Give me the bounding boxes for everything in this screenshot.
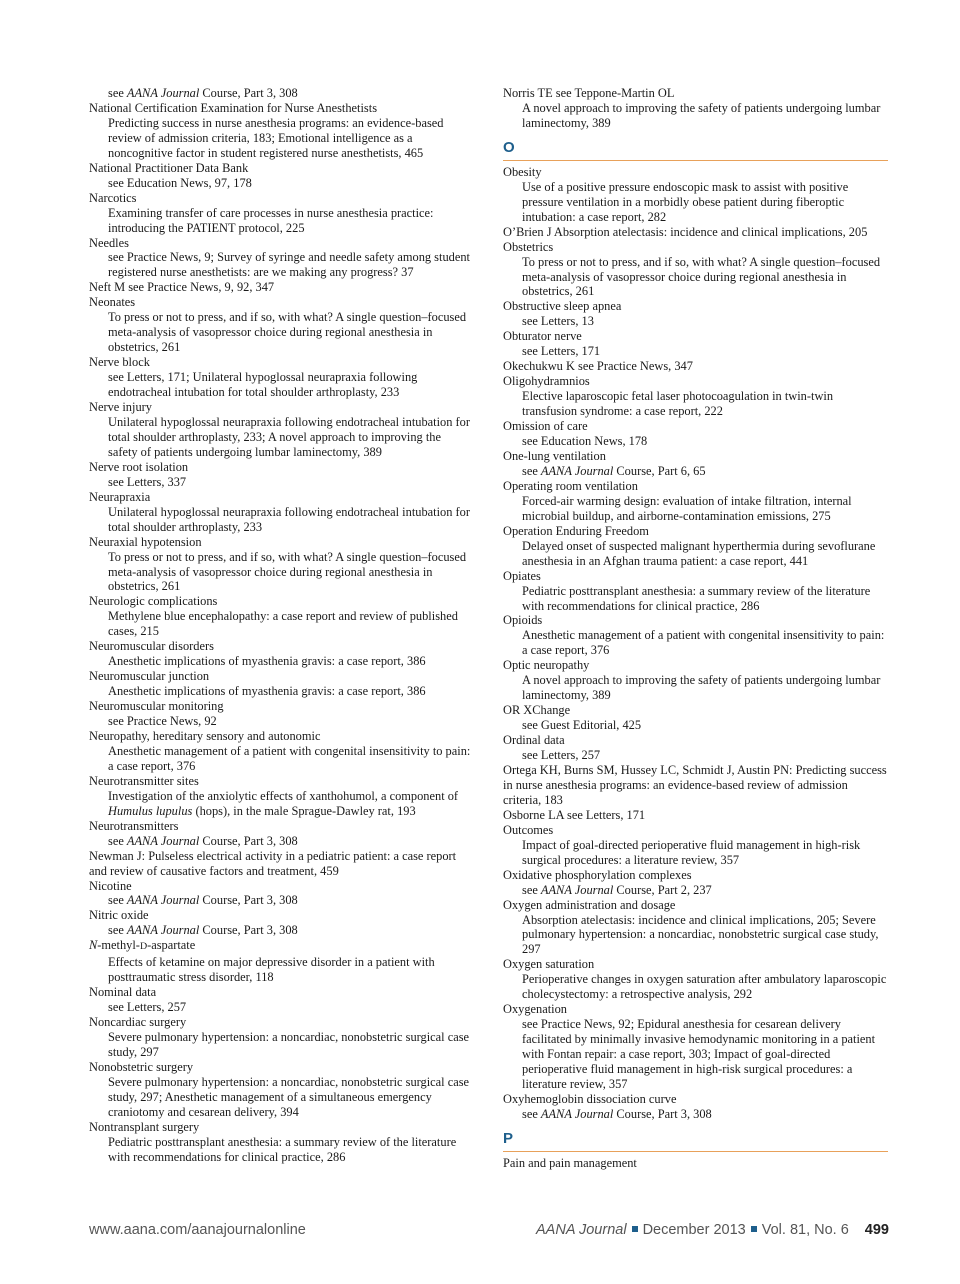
index-subentry: Elective laparoscopic fetal laser photocoagulation in twin-twin transfusion syndrome: a case report, 222 bbox=[522, 389, 834, 419]
index-term: Oxyhemoglobin dissociation curve bbox=[503, 1091, 677, 1106]
index-entry bbox=[503, 569, 888, 614]
index-term: Nerve injury bbox=[89, 400, 152, 415]
index-subentry: see AANA Journal Course, Part 3, 308 bbox=[108, 893, 298, 908]
index-term: OR XChange bbox=[503, 703, 571, 718]
index-term: Neurotransmitter sites bbox=[89, 773, 199, 788]
right-column bbox=[503, 86, 888, 1171]
index-term: Neonates bbox=[89, 295, 136, 310]
index-subentry: Severe pulmonary hypertension: a noncardiac, nonobstetric surgical case study, 297; Anesthetic management of a simultaneous emergency craniotomy and cesarean delivery, 394 bbox=[108, 1074, 470, 1119]
index-subentry: see Letters, 171 bbox=[522, 344, 601, 359]
index-term: Okechukwu K see Practice News, 347 bbox=[503, 359, 693, 374]
index-term: Needles bbox=[89, 235, 129, 250]
index-term: Ordinal data bbox=[503, 733, 565, 748]
index-entry bbox=[503, 763, 888, 808]
index-term: Nontransplant surgery bbox=[89, 1119, 200, 1134]
page-footer bbox=[89, 1222, 889, 1242]
index-subentry: Pediatric posttransplant anesthesia: a summary review of the literature with recommendations for clinical practice, 286 bbox=[108, 1134, 457, 1164]
index-subentry: see Letters, 171; Unilateral hypoglossal neurapraxia following endotracheal intubation for total shoulder arthroplasty, 233 bbox=[108, 370, 418, 400]
index-term: Opiates bbox=[503, 568, 541, 583]
section-heading-p: P bbox=[503, 1122, 888, 1152]
separator-square-icon bbox=[751, 1226, 757, 1232]
index-entry bbox=[503, 613, 888, 658]
index-entry bbox=[89, 161, 473, 191]
index-subentry: see Practice News, 9; Survey of syringe and needle safety among student registered nurse anesthetists: are we making any progress? 37 bbox=[108, 250, 470, 280]
index-subentry: To press or not to press, and if so, with what? A single question–focused meta-analysis of vasopressor choice during regional anesthesia in obstetrics, 261 bbox=[108, 310, 467, 355]
index-entry bbox=[89, 729, 473, 774]
index-entry bbox=[89, 908, 473, 938]
index-subentry: Use of a positive pressure endoscopic mask to assist with positive pressure ventilation in a morbidly obese patient during fiberoptic intubation: a case report, 282 bbox=[522, 179, 849, 224]
index-subentry: Methylene blue encephalopathy: a case report and review of published cases, 215 bbox=[108, 609, 458, 639]
index-term: Neuromuscular disorders bbox=[89, 639, 214, 654]
index-entry bbox=[503, 299, 888, 329]
index-term: Newman J: Pulseless electrical activity in a pediatric patient: a case report and review of causative factors and treatment, 459 bbox=[89, 848, 457, 878]
index-term: Omission of care bbox=[503, 419, 588, 434]
index-entry bbox=[503, 957, 888, 1002]
index-subentry: see Letters, 257 bbox=[108, 1000, 187, 1015]
index-term: Pain and pain management bbox=[503, 1155, 637, 1170]
index-entry bbox=[89, 295, 473, 355]
index-subentry: see Letters, 337 bbox=[108, 474, 187, 489]
index-term: Neuromuscular junction bbox=[89, 669, 210, 684]
index-entry bbox=[89, 669, 473, 699]
index-term: Optic neuropathy bbox=[503, 658, 590, 673]
index-subentry: see Education News, 97, 178 bbox=[108, 175, 252, 190]
index-subentry: Severe pulmonary hypertension: a noncardiac, nonobstetric surgical case study, 297 bbox=[108, 1030, 470, 1059]
index-term: Oxygen administration and dosage bbox=[503, 897, 676, 912]
index-term: Operation Enduring Freedom bbox=[503, 523, 649, 538]
index-subentry: To press or not to press, and if so, with what? A single question–focused meta-analysis of vasopressor choice during regional anesthesia in obstetrics, 261 bbox=[522, 254, 881, 299]
index-subentry: Unilateral hypoglossal neurapraxia following endotracheal intubation for total shoulder arthroplasty, 233; A novel approach to improving the safety of patients undergoing lumbar laminectomy, 389 bbox=[108, 414, 470, 459]
index-entry bbox=[503, 733, 888, 763]
index-term: Obesity bbox=[503, 164, 542, 179]
index-subentry: Unilateral hypoglossal neurapraxia following endotracheal intubation for total shoulder arthroplasty, 233 bbox=[108, 504, 470, 534]
index-entry bbox=[89, 1015, 473, 1060]
index-entry bbox=[89, 774, 473, 819]
index-entry bbox=[89, 191, 473, 236]
index-subentry: see AANA Journal Course, Part 6, 65 bbox=[522, 463, 706, 478]
index-term: Neuropathy, hereditary sensory and autonomic bbox=[89, 728, 321, 743]
index-term: Nicotine bbox=[89, 878, 132, 893]
index-entry bbox=[503, 225, 888, 240]
index-subentry: see Practice News, 92; Epidural anesthesia for cesarean delivery facilitated by minimally invasive hemodynamic monitoring in a patient with Fontan repair: a case report, 303; Impact of goal-directed perioperative fluid management in high-risk surgical procedures: a literature review, 357 bbox=[522, 1017, 876, 1091]
index-subentry: Effects of ketamine on major depressive disorder in a patient with posttraumatic stress disorder, 118 bbox=[108, 955, 435, 985]
index-term: Obturator nerve bbox=[503, 329, 582, 344]
page-number: 499 bbox=[864, 1222, 889, 1238]
index-term: Narcotics bbox=[89, 190, 137, 205]
index-term: Oligohydramnios bbox=[503, 374, 590, 389]
index-term: Nitric oxide bbox=[89, 908, 149, 923]
index-entry bbox=[89, 355, 473, 400]
index-term: Neurotransmitters bbox=[89, 818, 179, 833]
right-top-entries bbox=[503, 86, 888, 131]
index-entry bbox=[89, 639, 473, 669]
index-entry bbox=[503, 823, 888, 868]
index-term: Norris TE see Teppone-Martin OL bbox=[503, 86, 675, 100]
index-entry bbox=[89, 985, 473, 1015]
index-subentry: Absorption atelectasis: incidence and clinical implications, 205; Severe pulmonary hypertension: a noncardiac, nonobstetric surgical case study, 297 bbox=[522, 912, 879, 957]
index-term: Operating room ventilation bbox=[503, 478, 638, 493]
footer-url[interactable]: www.aana.com/aanajournalonline bbox=[89, 1222, 306, 1238]
index-entry bbox=[503, 898, 888, 958]
index-entry bbox=[89, 460, 473, 490]
index-subentry: Investigation of the anxiolytic effects of xanthohumol, a component of Humulus lupulus (hops), in the male Sprague-Dawley rat, 193 bbox=[108, 788, 459, 818]
index-entry bbox=[503, 165, 888, 225]
index-entry bbox=[89, 1120, 473, 1165]
index-entry bbox=[89, 101, 473, 161]
index-term: Obstetrics bbox=[503, 239, 554, 254]
footer-journal-name: AANA Journal bbox=[536, 1222, 627, 1238]
index-subentry: see AANA Journal Course, Part 2, 237 bbox=[522, 882, 712, 897]
index-term: Neurologic complications bbox=[89, 594, 218, 609]
section-o-entries bbox=[503, 165, 888, 1122]
index-subentry: Anesthetic management of a patient with congenital insensitivity to pain: a case report, 376 bbox=[108, 743, 471, 773]
index-entry bbox=[503, 86, 888, 131]
index-entry bbox=[89, 938, 473, 985]
index-entry bbox=[503, 868, 888, 898]
index-entry bbox=[503, 1092, 888, 1122]
index-subentry: see AANA Journal Course, Part 3, 308 bbox=[108, 923, 298, 938]
index-entry bbox=[503, 359, 888, 374]
footer-citation bbox=[536, 1222, 889, 1238]
index-entry bbox=[89, 490, 473, 535]
index-term: Nonobstetric surgery bbox=[89, 1059, 194, 1074]
index-term: N-methyl-D-aspartate bbox=[89, 938, 196, 953]
index-subentry: see Guest Editorial, 425 bbox=[522, 718, 642, 733]
separator-square-icon bbox=[632, 1226, 638, 1232]
index-term: Outcomes bbox=[503, 822, 554, 837]
index-entry bbox=[503, 449, 888, 479]
index-term: Osborne LA see Letters, 171 bbox=[503, 807, 646, 822]
index-term: Nominal data bbox=[89, 985, 157, 1000]
footer-date: December 2013 bbox=[642, 1222, 746, 1238]
index-entry bbox=[89, 535, 473, 595]
index-term: Ortega KH, Burns SM, Hussey LC, Schmidt J, Austin PN: Predicting success in nurse anesthesia programs: an evidence-based review of admission criteria, 183 bbox=[503, 762, 887, 807]
index-term: Oxygen saturation bbox=[503, 957, 595, 972]
index-entry bbox=[89, 280, 473, 295]
index-term: Noncardiac surgery bbox=[89, 1015, 187, 1030]
index-entry bbox=[89, 86, 473, 101]
index-entry bbox=[503, 419, 888, 449]
index-entry bbox=[503, 329, 888, 359]
index-entry bbox=[89, 236, 473, 281]
index-entry bbox=[89, 819, 473, 849]
index-subentry: A novel approach to improving the safety of patients undergoing lumbar laminectomy, 389 bbox=[522, 673, 881, 703]
index-entry bbox=[503, 808, 888, 823]
index-subentry: Anesthetic implications of myasthenia gravis: a case report, 386 bbox=[108, 654, 426, 669]
index-entry bbox=[89, 1060, 473, 1120]
index-subentry: Predicting success in nurse anesthesia programs: an evidence-based review of admission criteria, 183; Emotional intelligence as a noncognitive factor in student registered nurse anesthetists, 465 bbox=[108, 115, 444, 160]
index-subentry: To press or not to press, and if so, with what? A single question–focused meta-analysis of vasopressor choice during regional anesthesia in obstetrics, 261 bbox=[108, 549, 467, 594]
index-subentry: see Practice News, 92 bbox=[108, 714, 217, 729]
index-subentry: Anesthetic implications of myasthenia gravis: a case report, 386 bbox=[108, 684, 426, 699]
index-term: National Certification Examination for Nurse Anesthetists bbox=[89, 100, 378, 115]
index-entry bbox=[89, 594, 473, 639]
index-term: Oxidative phosphorylation complexes bbox=[503, 867, 692, 882]
index-term: O’Brien J Absorption atelectasis: incidence and clinical implications, 205 bbox=[503, 224, 868, 239]
index-subentry: see AANA Journal Course, Part 3, 308 bbox=[522, 1106, 712, 1121]
index-term: Neuraxial hypotension bbox=[89, 534, 202, 549]
index-subentry: see AANA Journal Course, Part 3, 308 bbox=[108, 86, 298, 100]
index-term: Neft M see Practice News, 9, 92, 347 bbox=[89, 280, 275, 295]
index-entry bbox=[503, 524, 888, 569]
index-subentry: Perioperative changes in oxygen saturation after ambulatory laparoscopic cholecystectomy: a retrospective analysis, 292 bbox=[522, 972, 887, 1002]
footer-volume: Vol. 81, No. 6 bbox=[761, 1222, 849, 1238]
index-term: Neuromuscular monitoring bbox=[89, 699, 224, 714]
index-entry bbox=[503, 703, 888, 733]
index-subentry: A novel approach to improving the safety of patients undergoing lumbar laminectomy, 389 bbox=[522, 100, 881, 130]
index-subentry: Forced-air warming design: evaluation of intake filtration, internal microbial buildup, and airborne-contamination emissions, 275 bbox=[522, 493, 852, 523]
index-term: Opioids bbox=[503, 613, 543, 628]
index-term: Neurapraxia bbox=[89, 489, 151, 504]
index-entry bbox=[89, 849, 473, 879]
section-p-entries bbox=[503, 1156, 888, 1171]
section-heading-o: O bbox=[503, 131, 888, 161]
index-entry bbox=[503, 1002, 888, 1092]
index-entry bbox=[503, 1156, 888, 1171]
index-term: Nerve root isolation bbox=[89, 459, 189, 474]
index-term: Obstructive sleep apnea bbox=[503, 299, 622, 314]
index-entry bbox=[89, 699, 473, 729]
index-subentry: Pediatric posttransplant anesthesia: a summary review of the literature with recommendations for clinical practice, 286 bbox=[522, 583, 871, 613]
index-term: Oxygenation bbox=[503, 1002, 568, 1017]
index-term: One-lung ventilation bbox=[503, 448, 606, 463]
index-term: Nerve block bbox=[89, 355, 150, 370]
index-subentry: see Education News, 178 bbox=[522, 434, 648, 449]
index-subentry: Delayed onset of suspected malignant hyperthermia during sevoflurane anesthesia in an Afghan trauma patient: a case report, 441 bbox=[522, 538, 876, 568]
index-subentry: see AANA Journal Course, Part 3, 308 bbox=[108, 833, 298, 848]
index-entry bbox=[503, 479, 888, 524]
index-subentry: Anesthetic management of a patient with congenital insensitivity to pain: a case report, 376 bbox=[522, 628, 885, 658]
index-term: National Practitioner Data Bank bbox=[89, 160, 249, 175]
left-column bbox=[89, 86, 473, 1165]
index-entry bbox=[503, 240, 888, 300]
index-subentry: Impact of goal-directed perioperative fluid management in high-risk surgical procedures: a literature review, 357 bbox=[522, 837, 861, 867]
index-entry bbox=[503, 658, 888, 703]
index-subentry: see Letters, 257 bbox=[522, 748, 601, 763]
index-subentry: Examining transfer of care processes in nurse anesthesia practice: introducing the PATIENT protocol, 225 bbox=[108, 205, 434, 235]
index-entry bbox=[503, 374, 888, 419]
index-entry bbox=[89, 879, 473, 909]
index-subentry: see Letters, 13 bbox=[522, 314, 594, 329]
index-entry bbox=[89, 400, 473, 460]
